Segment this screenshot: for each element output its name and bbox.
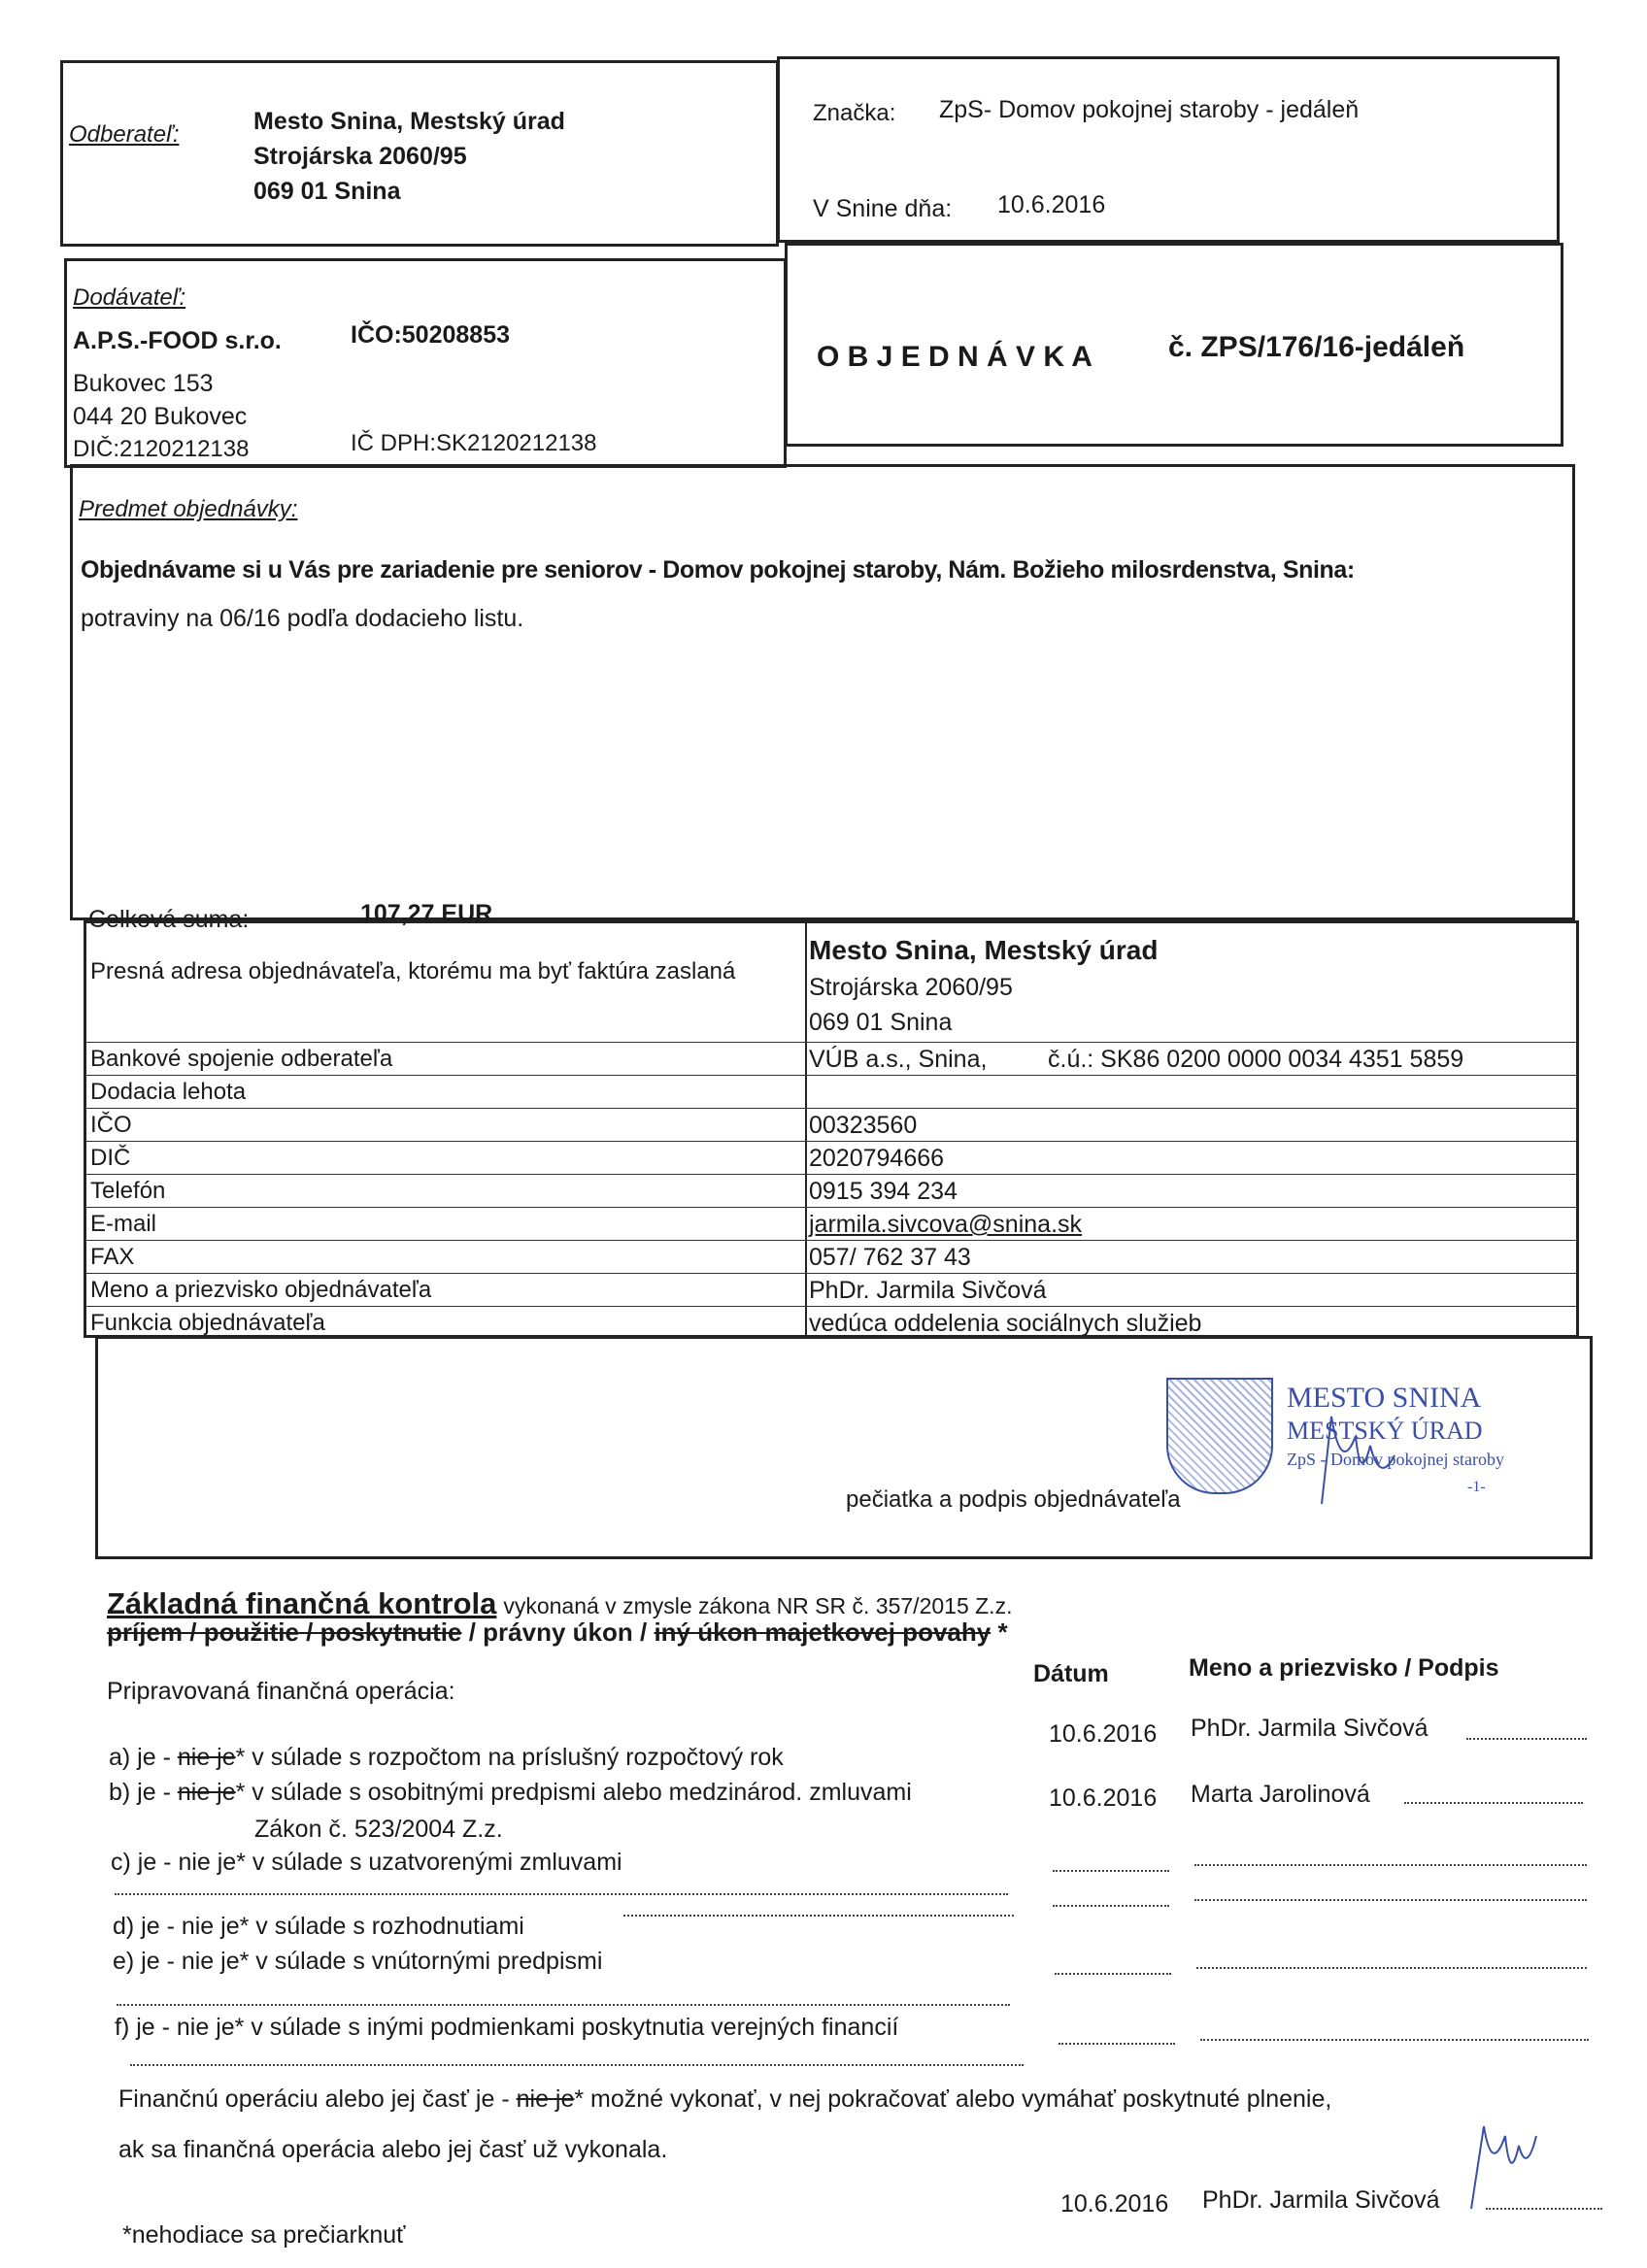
item-b: b) je - nie je* v súlade s osobitnými predpismi alebo medzinárod. zmluvami bbox=[109, 1779, 912, 1806]
col-date: Dátum bbox=[1033, 1660, 1109, 1687]
dotted-line bbox=[115, 1893, 1008, 1895]
address-label: Presná adresa objednávateľa, ktorému ma byť faktúra zaslaná bbox=[90, 958, 736, 984]
dotted-line bbox=[1200, 2039, 1589, 2041]
final-name: PhDr. Jarmila Sivčová bbox=[1202, 2186, 1440, 2214]
control-title-rest: vykonaná v zmysle zákona NR SR č. 357/2015 Z.z. bbox=[503, 1593, 1013, 1618]
row-value: vedúca oddelenia sociálnych služieb bbox=[809, 1310, 1202, 1337]
control-title: Základná finančná kontrola bbox=[107, 1586, 497, 1620]
control-type-line bbox=[107, 1618, 1008, 1648]
buyer-label: Odberateľ: bbox=[69, 121, 180, 148]
final-date: 10.6.2016 bbox=[1060, 2190, 1169, 2218]
item-a: a) je - nie je* v súlade s rozpočtom na príslušný rozpočtový rok bbox=[109, 1744, 784, 1771]
buyer-city: 069 01 Snina bbox=[253, 178, 401, 205]
mark-label: Značka: bbox=[813, 100, 896, 126]
stamp-line1: MESTO SNINA bbox=[1287, 1382, 1482, 1414]
row-label: Meno a priezvisko objednávateľa bbox=[90, 1277, 432, 1303]
supplier-street: Bukovec 153 bbox=[73, 370, 214, 397]
stamp-line4: -1- bbox=[1467, 1479, 1486, 1495]
date-value: 10.6.2016 bbox=[997, 191, 1106, 218]
row-label: DIČ bbox=[90, 1145, 131, 1171]
struck-text: iný úkon majetkovej povahy bbox=[654, 1618, 992, 1647]
control-title-line bbox=[107, 1586, 1012, 1621]
dotted-line bbox=[1196, 1967, 1587, 1969]
dotted-line bbox=[1059, 2043, 1175, 2045]
stamp-caption: pečiatka a podpis objednávateľa bbox=[846, 1486, 1181, 1513]
row-label: IČO bbox=[90, 1112, 132, 1138]
order-number: č. ZPS/176/16-jedáleň bbox=[1168, 331, 1465, 363]
dotted-line bbox=[1053, 1870, 1169, 1872]
supplier-label: Dodávateľ: bbox=[73, 284, 186, 311]
email-link[interactable]: jarmila.sivcova@snina.sk bbox=[809, 1211, 1083, 1238]
col-name: Meno a priezvisko / Podpis bbox=[1189, 1654, 1499, 1682]
address-name: Mesto Snina, Mestský úrad bbox=[809, 935, 1159, 965]
item-b-name: Marta Jarolinová bbox=[1191, 1781, 1370, 1808]
total-label: Celková suma: bbox=[88, 906, 250, 933]
prep-label: Pripravovaná finančná operácia: bbox=[107, 1678, 455, 1705]
item-a-date: 10.6.2016 bbox=[1049, 1720, 1158, 1748]
struck-text: príjem / použitie / poskytnutie bbox=[107, 1618, 462, 1647]
signature-line bbox=[1404, 1802, 1583, 1804]
row-label: Telefón bbox=[90, 1178, 166, 1204]
dotted-line bbox=[130, 2064, 1024, 2066]
item-e: e) je - nie je* v súlade s vnútornými predpismi bbox=[113, 1948, 603, 1975]
buyer-street: Strojárska 2060/95 bbox=[253, 143, 467, 170]
address-city: 069 01 Snina bbox=[809, 1009, 953, 1036]
item-f: f) je - nie je* v súlade s inými podmienkami poskytnutia verejných financií bbox=[115, 2014, 899, 2041]
row-value: PhDr. Jarmila Sivčová bbox=[809, 1277, 1047, 1304]
footnote: *nehodiace sa prečiarknuť bbox=[122, 2221, 406, 2249]
row-label: Dodacia lehota bbox=[90, 1079, 247, 1105]
bank-account: č.ú.: SK86 0200 0000 0034 4351 5859 bbox=[1048, 1046, 1464, 1073]
asterisk: * bbox=[991, 1618, 1008, 1647]
supplier-ico: IČO:50208853 bbox=[351, 321, 511, 349]
supplier-icdph: IČ DPH:SK2120212138 bbox=[351, 430, 597, 456]
bank-name: VÚB a.s., Snina, bbox=[809, 1046, 988, 1073]
item-c: c) je - nie je* v súlade s uzatvorenými zmluvami bbox=[111, 1849, 622, 1876]
item-b-date: 10.6.2016 bbox=[1049, 1784, 1158, 1812]
signature-icon bbox=[1457, 2107, 1573, 2214]
row-value: 2020794666 bbox=[809, 1145, 945, 1172]
dotted-line bbox=[1194, 1899, 1587, 1901]
date-label: V Snine dňa: bbox=[813, 195, 953, 222]
mark-value: ZpS- Domov pokojnej staroby - jedáleň bbox=[939, 96, 1360, 123]
dotted-line bbox=[1055, 1973, 1171, 1975]
address-street: Strojárska 2060/95 bbox=[809, 974, 1013, 1001]
row-label: Funkcia objednávateľa bbox=[90, 1310, 325, 1336]
final-line2: ak sa finančná operácia alebo jej časť už vykonala. bbox=[118, 2136, 668, 2163]
type-text: / právny úkon / bbox=[461, 1618, 655, 1647]
row-value: 00323560 bbox=[809, 1112, 918, 1139]
buyer-name: Mesto Snina, Mestský úrad bbox=[253, 108, 565, 135]
dotted-line bbox=[623, 1915, 1014, 1917]
dotted-line bbox=[1194, 1864, 1587, 1866]
order-title: O B J E D N Á V K A bbox=[817, 341, 1092, 373]
item-a-name: PhDr. Jarmila Sivčová bbox=[1191, 1715, 1429, 1742]
row-label: E-mail bbox=[90, 1211, 157, 1237]
dotted-line bbox=[117, 2004, 1010, 2006]
subject-line2: potraviny na 06/16 podľa dodacieho listu. bbox=[81, 605, 524, 632]
row-value: 057/ 762 37 43 bbox=[809, 1244, 971, 1271]
supplier-city: 044 20 Bukovec bbox=[73, 403, 248, 430]
total-value: 107,27 EUR bbox=[360, 900, 493, 927]
dotted-line bbox=[1053, 1905, 1169, 1907]
stamp-line3: ZpS - Domov pokojnej staroby bbox=[1287, 1450, 1504, 1469]
supplier-dic: DIČ:2120212138 bbox=[73, 436, 250, 462]
signature-line bbox=[1466, 1738, 1587, 1740]
supplier-name: A.P.S.-FOOD s.r.o. bbox=[73, 327, 282, 354]
row-value: 0915 394 234 bbox=[809, 1178, 958, 1205]
law-reference: Zákon č. 523/2004 Z.z. bbox=[254, 1816, 503, 1843]
subject-line1: Objednávame si u Vás pre zariadenie pre seniorov - Domov pokojnej staroby, Nám. Božieho milosrdenstva, Snina: bbox=[81, 556, 1355, 584]
stamp-line2: MESTSKÝ ÚRAD bbox=[1287, 1417, 1483, 1445]
row-label: FAX bbox=[90, 1244, 135, 1270]
row-label: Bankové spojenie odberateľa bbox=[90, 1046, 393, 1072]
subject-label: Predmet objednávky: bbox=[79, 496, 298, 522]
item-d: d) je - nie je* v súlade s rozhodnutiami bbox=[113, 1913, 524, 1940]
final-statement: Finančnú operáciu alebo jej časť je - nie je* možné vykonať, v nej pokračovať alebo vymáhať poskytnuté plnenie, bbox=[118, 2085, 1332, 2113]
